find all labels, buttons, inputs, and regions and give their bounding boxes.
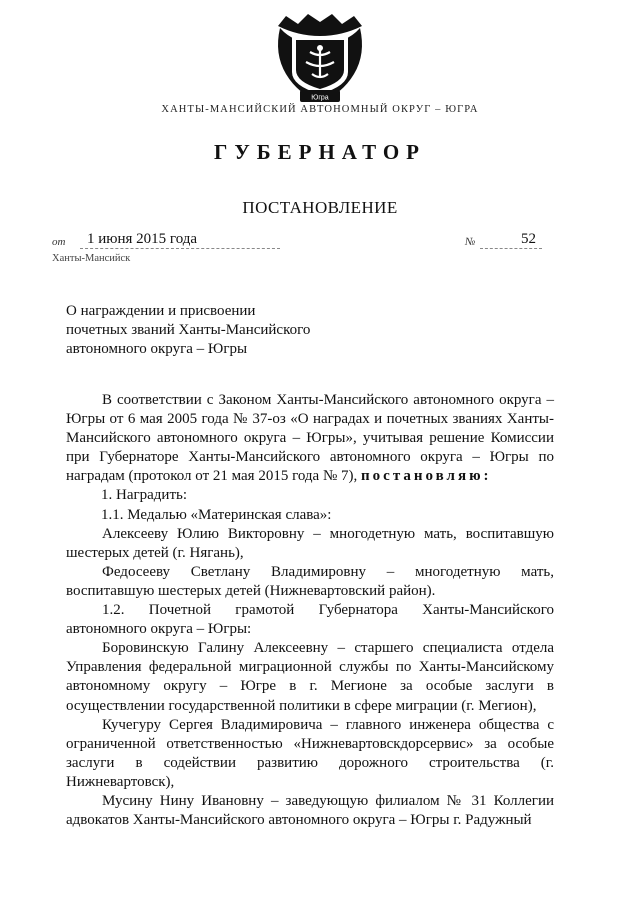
document-type: ПОСТАНОВЛЕНИЕ [242, 198, 398, 217]
date-prefix: от [52, 236, 66, 248]
document-date: 1 июня 2015 года [87, 231, 198, 247]
city-name: Ханты-Мансийск [52, 253, 131, 264]
body-paragraph: 1.2. Почетной грамотой Губернатора Ханты-Мансийского автономного округа – Югры: [66, 602, 554, 638]
document-title [66, 302, 366, 359]
region-name: ХАНТЫ-МАНСИЙСКИЙ АВТОНОМНЫЙ ОКРУГ – ЮГРА [161, 104, 479, 115]
body-paragraph: Мусину Нину Ивановну – заведующую филиалом № 31 Коллегии адвокатов Ханты-Мансийского автономного округа – Югры г. Радужный [66, 792, 554, 829]
body-paragraph: Алексееву Юлию Викторовну – многодетную мать, воспитавшую шестерых детей (г. Нягань), [66, 525, 554, 561]
coat-of-arms-emblem [270, 14, 370, 106]
document-body [66, 391, 554, 830]
body-paragraph: 1.1. Медалью «Материнская слава»: [101, 506, 332, 523]
date-underline [80, 248, 280, 249]
title-line: О награждении и присвоении [66, 303, 256, 319]
body-paragraph: Кучегуру Сергея Владимировича – главного инженера общества с ограниченной ответственностью «Нижневартовскдорсервис» за особые заслуги в содействии развитию дорожного строительства (г. Нижневартовск), [66, 716, 554, 790]
number-underline [480, 248, 542, 249]
document-number: 52 [521, 231, 536, 247]
title-line: почетных званий Ханты-Мансийского [66, 322, 311, 338]
emblem-label: Югра [311, 94, 329, 102]
governor-heading: ГУБЕРНАТОР [213, 140, 427, 164]
resolve-word: постановляю: [361, 468, 492, 485]
body-paragraph: 1. Наградить: [101, 487, 188, 504]
number-prefix: № [465, 236, 476, 248]
body-paragraph: Федосееву Светлану Владимировну – многодетную мать, воспитавшую шестерых детей (Нижневартовский район). [66, 563, 554, 599]
preamble-paragraph [66, 391, 554, 486]
preamble-text: В соответствии с Законом Ханты-Мансийского автономного округа – Югры от 6 мая 2005 года № 37-оз «О наградах и почетных званиях Ханты-Мансийского автономного округа – Югры», учитывая решение Комиссии при Губернаторе Ханты-Мансийского автономного округа – Югры по наградам (протокол от 21 мая 2015 года № 7), [66, 392, 554, 485]
body-paragraph: Боровинскую Галину Алексеевну – старшего специалиста отдела Управления федеральной миграционной службы по Ханты-Мансийскому автономному округу – Югре в г. Мегионе за особые заслуги в осуществлении государственной политики в сфере миграции (г. Мегион), [66, 640, 554, 714]
date-number-line [52, 231, 542, 251]
title-line: автономного округа – Югры [66, 341, 248, 357]
